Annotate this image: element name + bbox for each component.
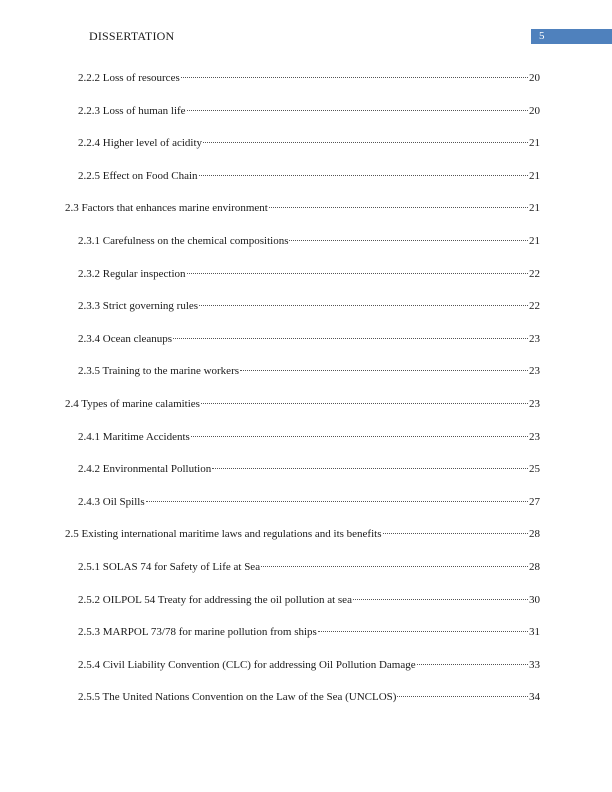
toc-entry-page: 23	[529, 430, 540, 443]
toc-entry-label: 2.2.2 Loss of resources	[78, 72, 180, 84]
dot-leader	[199, 175, 528, 176]
toc-entry[interactable]	[78, 299, 540, 313]
toc-entry-label: 2.5 Existing international maritime laws and regulations and its benefits	[65, 528, 382, 541]
toc-entry-label: 2.2.5 Effect on Food Chain	[78, 169, 198, 182]
toc-entry[interactable]	[78, 136, 540, 150]
dot-leader	[187, 110, 528, 111]
dot-leader	[261, 566, 528, 567]
toc-entry-label: 2.5.2 OILPOL 54 Treaty for addressing the oil pollution at sea	[78, 593, 352, 606]
toc-entry-page: 20	[529, 104, 540, 117]
dot-leader	[203, 142, 528, 143]
toc-entry-label: 2.5.1 SOLAS 74 for Safety of Life at Sea	[78, 561, 261, 573]
toc-entry-page: 23	[529, 398, 540, 410]
toc-entry-page: 21	[529, 169, 540, 182]
toc-entry[interactable]	[78, 690, 540, 704]
dot-leader	[269, 207, 528, 208]
toc-entry-page: 25	[529, 463, 540, 476]
toc-entry[interactable]	[65, 201, 540, 215]
toc-entry[interactable]	[65, 527, 540, 541]
toc-entry-label: 2.4.1 Maritime Accidents	[78, 430, 190, 443]
toc-entry-label: 2.3.3 Strict governing rules	[78, 300, 199, 313]
toc-entry-page: 27	[529, 495, 540, 508]
dot-leader	[181, 77, 528, 78]
dot-leader	[397, 696, 528, 697]
dot-leader	[353, 599, 528, 600]
dot-leader	[240, 370, 528, 371]
toc-entry-page: 21	[529, 235, 540, 247]
toc-entry-label: 2.4.2 Environmental Pollution	[78, 463, 212, 476]
dot-leader	[318, 631, 528, 632]
toc-entry[interactable]	[78, 658, 540, 672]
toc-entry-page: 21	[529, 202, 540, 215]
toc-entry-label: 2.5.4 Civil Liability Convention (CLC) for addressing Oil Pollution Damage	[78, 658, 416, 671]
toc-entry[interactable]	[78, 430, 540, 444]
toc-entry[interactable]	[78, 234, 540, 248]
toc-entry-label: 2.3.4 Ocean cleanups	[78, 332, 173, 345]
toc-entry-page: 20	[529, 72, 540, 84]
dot-leader	[212, 468, 528, 469]
toc-entry-label: 2.3.2 Regular inspection	[78, 267, 186, 280]
dot-leader	[417, 664, 528, 665]
toc-entry-page: 22	[529, 267, 540, 280]
dot-leader	[146, 501, 528, 502]
dot-leader	[173, 338, 528, 339]
toc-entry-label: 2.2.4 Higher level of acidity	[78, 137, 203, 150]
toc-entry[interactable]	[78, 332, 540, 346]
toc-entry-page: 30	[529, 593, 540, 606]
dot-leader	[191, 436, 528, 437]
toc-entry[interactable]	[78, 104, 540, 118]
toc-entry-label: 2.5.5 The United Nations Convention on the Law of the Sea (UNCLOS)	[78, 691, 397, 704]
toc-entry-label: 2.3 Factors that enhances marine environment	[65, 202, 268, 215]
toc-entry-page: 21	[529, 137, 540, 150]
toc-entry[interactable]	[78, 593, 540, 607]
dot-leader	[199, 305, 528, 306]
toc-entry[interactable]	[78, 560, 540, 574]
toc-entry-page: 34	[529, 691, 540, 704]
dot-leader	[201, 403, 528, 404]
dot-leader	[383, 533, 529, 534]
toc-entry-page: 28	[529, 528, 540, 541]
toc-entry-label: 2.3.5 Training to the marine workers	[78, 365, 240, 378]
toc-entry-page: 23	[529, 332, 540, 345]
toc-entry-label: 2.4 Types of marine calamities	[65, 398, 200, 410]
toc-entry-label: 2.4.3 Oil Spills	[78, 495, 145, 508]
toc-entry[interactable]	[78, 267, 540, 281]
running-header-title: DISSERTATION	[89, 29, 175, 43]
toc-entry[interactable]	[78, 625, 540, 639]
toc-entry-page: 33	[529, 658, 540, 671]
toc-entry-page: 23	[529, 365, 540, 378]
toc-entry[interactable]	[78, 71, 540, 85]
toc-entry[interactable]	[78, 462, 540, 476]
dot-leader	[289, 240, 528, 241]
toc-entry[interactable]	[78, 169, 540, 183]
dot-leader	[187, 273, 528, 274]
page-number-box: 5	[531, 29, 612, 44]
toc-entry[interactable]	[78, 364, 540, 378]
toc-entry-label: 2.5.3 MARPOL 73/78 for marine pollution from ships	[78, 626, 317, 639]
toc-entry-page: 22	[529, 300, 540, 313]
toc-entry-label: 2.2.3 Loss of human life	[78, 104, 186, 117]
toc-entry-page: 31	[529, 626, 540, 639]
toc-entry[interactable]	[78, 495, 540, 509]
toc-entry-page: 28	[529, 561, 540, 573]
toc-entry[interactable]	[65, 397, 540, 411]
toc-entry-label: 2.3.1 Carefulness on the chemical compositions	[78, 235, 289, 247]
